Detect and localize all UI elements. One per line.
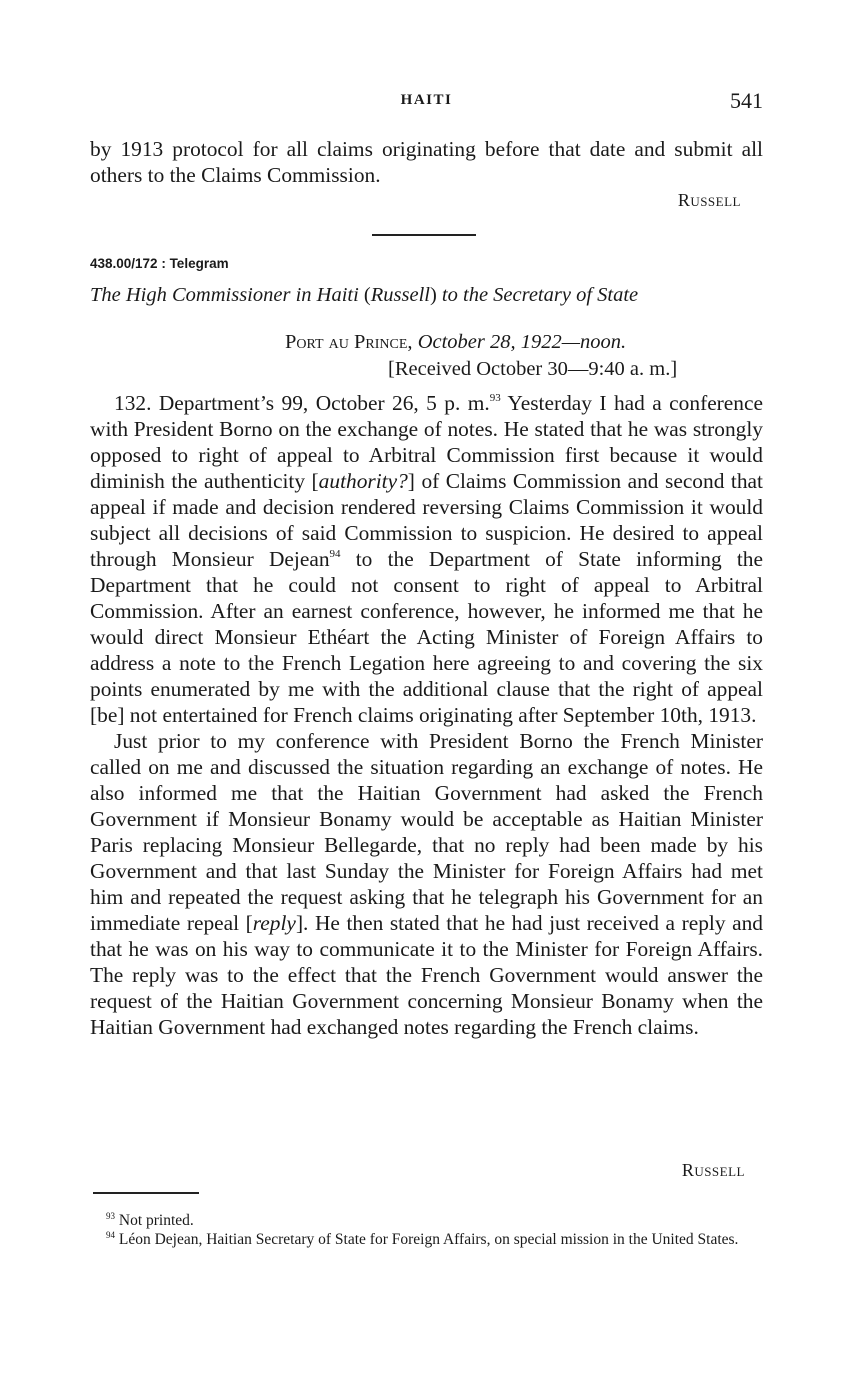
para2-italic: reply [252,911,296,935]
footnote-mark-94: 94 [106,1230,115,1240]
footnote-94 [90,1230,763,1249]
signature-russell-1: Russell [677,190,741,210]
para2-text-b: ]. He then stated that he had just received a reply and that he was on his way to communicate it to the Minister for Foreign Affairs. The reply was to the effect that the French Government would answer the request of the Haitian Government concerning Monsieur Bonamy when the Haitian Government had exchanged notes regarding the French claims. [90,911,763,1039]
footnote-mark-93: 93 [106,1211,115,1221]
para1-text-b: Yesterday I had a conference with President Borno on the exchange of notes. He stated that he was strongly opposed to right of appeal to Arbitral Commission first because it would diminish the authenticity [ [90,391,763,493]
footnote-93-text: Not printed. [118,1212,194,1229]
title-part1: The High Commissioner in Haiti [90,284,359,306]
file-reference: 438.00/172 : Telegram [90,256,229,271]
page-number: 541 [730,88,763,113]
para2-text-a: Just prior to my conference with President Borno the French Minister called on me and discussed the situation regarding an exchange of notes. He also informed me that the Haitian Government had asked the French Government if Monsieur Bonamy would be acceptable as Haitian Minister Paris replacing Monsieur Bellegarde, that no reply had been made by his Government and that last Sunday the Minister for Foreign Affairs had met him and repeated the request asking that he telegraph his Government for an immediate repeal [ [90,729,763,935]
footnote-rule [93,1192,199,1194]
title-name: Russell [370,284,430,306]
received-line: [Received October 30—9:40 a. m.] [388,358,678,380]
page-header [90,88,763,118]
para1-text-a: 132. Department’s 99, October 26, 5 p. m. [114,391,490,415]
running-head: HAITI [400,92,453,108]
footnotes [90,1211,763,1249]
dateline [285,331,626,354]
title-part2: to the Secretary of State [441,284,639,306]
telegram-paragraph-1 [90,390,763,728]
dateline-place: Port au Prince, [285,331,413,353]
dateline-date: October 28, 1922—noon. [417,331,627,353]
title-paren-close: ) [429,284,442,306]
para1-italic: authority? [318,469,408,493]
section-divider [372,234,476,236]
footnote-ref-94: 94 [329,548,341,560]
title-paren-open: ( [358,284,371,306]
continuation-paragraph: by 1913 protocol for all claims originating before that date and submit all others to the Claims Commission. [90,137,763,187]
para1-text-c: ] of Claims Commission and second that appeal if made and decision rendered reversing Claims Commission it would subject all decisions of said Commission to suspicion. He desired to appeal through Monsieur Dejean [90,469,763,571]
footnote-93 [90,1211,763,1230]
telegram-paragraph-2 [90,728,763,1040]
footnote-94-text: Léon Dejean, Haitian Secretary of State for Foreign Affairs, on special mission in the United States. [118,1231,739,1248]
document-title [90,284,763,307]
signature-russell-2: Russell [681,1160,745,1180]
footnote-ref-93: 93 [489,392,501,404]
telegram-body [90,390,763,1040]
para1-text-d: to the Department of State informing the Department that he could not consent to right of appeal to Arbitral Commission. After an earnest conference, however, he informed me that he would direct Monsieur Ethéart the Acting Minister of Foreign Affairs to address a note to the French Legation here agreeing to and covering the six points enumerated by me with the additional clause that the right of appeal [be] not entertained for French claims originating after September 10th, 1913. [90,547,763,727]
